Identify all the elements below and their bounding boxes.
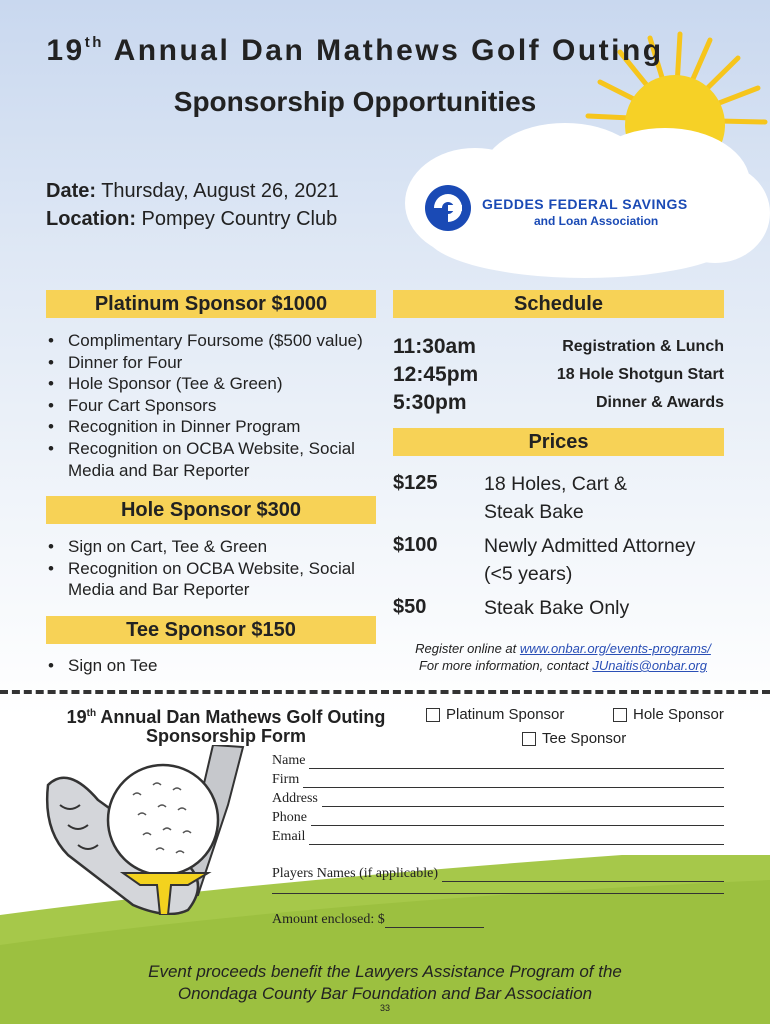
price-description: 18 Holes, Cart & Steak Bake (484, 473, 628, 523)
contact-line: For more information, contact JUnaitis@onbar.org (418, 658, 707, 673)
players-field[interactable]: Players Names (if applicable) (272, 866, 724, 882)
list-item: • Recognition on OCBA Website, Social Media and Bar Reporter (46, 558, 386, 601)
name-field[interactable]: Name (272, 753, 724, 769)
tee-benefits-list (46, 655, 386, 677)
sponsor-name: GEDDES FEDERAL SAVINGS (482, 196, 688, 212)
events-link[interactable]: www.onbar.org/events-programs/ (519, 641, 711, 656)
list-item: • Four Cart Sponsors (46, 395, 386, 417)
event-location: Location: Pompey Country Club (46, 208, 338, 230)
list-item: • Complimentary Foursome ($500 value) (46, 330, 386, 352)
checkbox-icon (426, 708, 440, 722)
amount-field[interactable]: Amount enclosed: $ (272, 912, 484, 928)
footer-line: Event proceeds benefit the Lawyers Assistance Program of the (148, 962, 622, 981)
phone-field[interactable]: Phone (272, 810, 724, 826)
list-item: • Hole Sponsor (Tee & Green) (46, 373, 386, 395)
form-title: 19th Annual Dan Mathews Golf Outing (66, 707, 386, 727)
page-subtitle: Sponsorship Opportunities (173, 86, 537, 117)
list-item: • Recognition in Dinner Program (46, 416, 386, 438)
hole-checkbox[interactable]: Hole Sponsor (613, 706, 724, 723)
list-item: • Recognition on OCBA Website, Social Media and Bar Reporter (46, 438, 386, 481)
tee-sponsor-heading: Tee Sponsor $150 (46, 616, 376, 644)
schedule-time: 5:30pm (393, 391, 467, 414)
checkbox-icon (613, 708, 627, 722)
cut-line (0, 690, 770, 694)
schedule-time: 12:45pm (393, 363, 479, 386)
list-item: • Sign on Cart, Tee & Green (46, 536, 386, 558)
sponsor-subname: and Loan Association (534, 214, 659, 228)
golf-ball-club-illustration (38, 745, 268, 915)
email-link[interactable]: JUnaitis@onbar.org (592, 658, 707, 673)
footer-line: Onondaga County Bar Foundation and Bar Association (177, 984, 593, 1003)
price-amount: $50 (393, 596, 427, 618)
list-item: • Dinner for Four (46, 352, 386, 374)
firm-field[interactable]: Firm (272, 772, 724, 788)
price-description: Steak Bake Only (484, 597, 630, 619)
list-item: • Sign on Tee (46, 655, 386, 677)
tee-checkbox[interactable]: Tee Sponsor (522, 730, 626, 747)
schedule-time: 11:30am (393, 335, 476, 358)
hole-benefits-list (46, 536, 386, 601)
hole-sponsor-heading: Hole Sponsor $300 (46, 496, 376, 524)
email-field[interactable]: Email (272, 829, 724, 845)
price-amount: $125 (393, 472, 438, 494)
page-number: 33 (379, 1003, 390, 1013)
price-description: Newly Admitted Attorney (<5 years) (484, 535, 696, 585)
register-line: Register online at www.onbar.org/events-programs/ (415, 641, 711, 656)
page-title: 19th Annual Dan Mathews Golf Outing (46, 34, 664, 67)
schedule-event: Registration & Lunch (562, 338, 724, 355)
schedule-event: 18 Hole Shotgun Start (556, 366, 724, 383)
address-field[interactable]: Address (272, 791, 724, 807)
event-date: Date: Thursday, August 26, 2021 (46, 180, 339, 202)
checkbox-icon (522, 732, 536, 746)
geddes-logo-icon (424, 184, 472, 232)
prices-heading: Prices (393, 428, 724, 456)
platinum-checkbox[interactable]: Platinum Sponsor (426, 706, 564, 723)
schedule-event: Dinner & Awards (595, 394, 724, 411)
platinum-benefits-list (46, 330, 386, 481)
price-amount: $100 (393, 534, 438, 556)
schedule-heading: Schedule (393, 290, 724, 318)
platinum-heading: Platinum Sponsor $1000 (46, 290, 376, 318)
players-extra-line[interactable] (272, 893, 724, 894)
form-subtitle: Sponsorship Form (145, 726, 306, 746)
